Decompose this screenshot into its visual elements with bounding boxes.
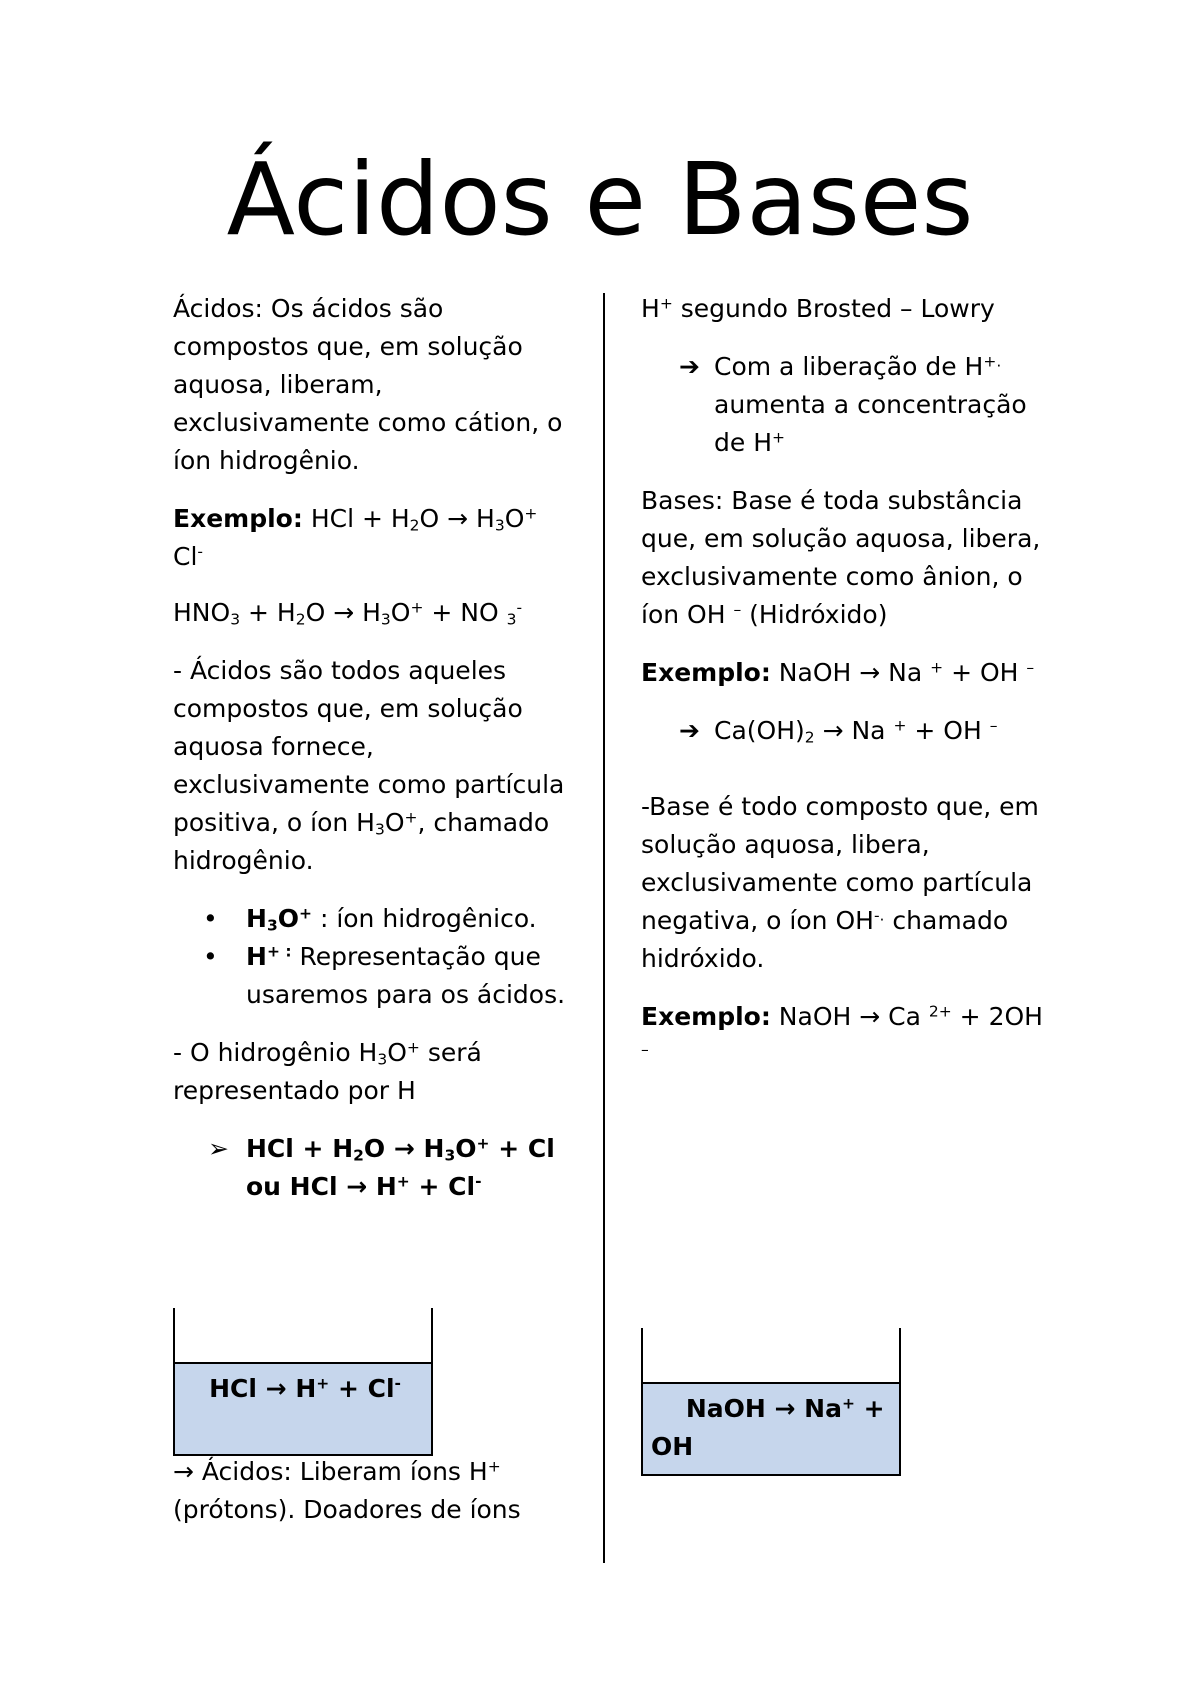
- base-example-1: Exemplo: NaOH → Na + + OH –: [641, 658, 1035, 687]
- acid-definition: Ácidos: Os ácidos são compostos que, em solução aquosa, liberam, exclusivamente como cátion, o íon hidrogênio.: [173, 294, 563, 475]
- beaker-equation: NaOH → Na+ + OH: [651, 1394, 885, 1461]
- beaker-liquid: [643, 1382, 899, 1474]
- acid-definition-2: - Ácidos são todos aqueles compostos que, em solução aquosa fornece, exclusivamente como partícula positiva, o íon $H_3O^+$, chamado hidrogênio.: [173, 656, 565, 875]
- list-item: • H+ : Representação que usaremos para os ácidos.: [173, 938, 573, 1014]
- example-label: Exemplo:: [173, 504, 303, 533]
- base-example-3: Exemplo: NaOH → Ca $^{2+}$ + 2OH –: [641, 1002, 1043, 1059]
- base-example-2: ➔ $Ca(OH)_2 \to Na$ + + OH –: [641, 712, 1051, 750]
- bullet-icon: •: [203, 904, 218, 933]
- base-definition: Bases: Base é toda substância que, em solução aquosa, libera, exclusivamente como ânion, o íon OH – (Hidróxido): [641, 486, 1041, 629]
- right-column: [641, 290, 1051, 1094]
- ion-bullet-list: [173, 900, 573, 1014]
- arrow-right-icon: ➔: [679, 352, 700, 381]
- left-column: [173, 290, 573, 1226]
- acid-beaker: [173, 1308, 433, 1456]
- column-divider: [603, 293, 605, 1563]
- acid-summary: → Ácidos: Liberam íons H+ (prótons). Doadores de íons: [173, 1457, 521, 1524]
- hydrogen-note: - O hidrogênio $H_3O^+$ será representado por H: [173, 1038, 482, 1105]
- beaker-liquid: [175, 1362, 431, 1454]
- base-definition-2: -Base é todo composto que, em solução aquosa, libera, exclusivamente como partícula negativa, o íon OH-. chamado hidróxido.: [641, 792, 1039, 973]
- page-title: Ácidos e Bases: [226, 141, 974, 258]
- bronsted-continuation: H+ segundo Brosted – Lowry: [641, 294, 995, 323]
- bold-equation: ➢ HCl + $H_2O \to H_3O^+ + Cl$ ou HCl → H+ + Cl-: [173, 1130, 573, 1206]
- arrow-right-icon: ➔: [679, 716, 700, 745]
- example-label: Exemplo:: [641, 658, 771, 687]
- bullet-icon: •: [203, 942, 218, 971]
- acid-example-1: Exemplo: HCl + $H_2O \to H_3O^+$ Cl-: [173, 504, 538, 571]
- acid-example-2: $HNO_3 + H_2O \to H_3O^+$ + NO $_3$-: [173, 598, 523, 629]
- example-label: Exemplo:: [641, 1002, 771, 1031]
- arrow-note: ➔ Com a liberação de H+. aumenta a concentração de H+: [641, 348, 1051, 462]
- triangle-bullet-icon: ➢: [208, 1134, 229, 1163]
- list-item: • $H_3O^+$ : íon hidrogênico.: [173, 900, 573, 938]
- beaker-equation: HCl → H+ + Cl-: [209, 1374, 401, 1403]
- base-beaker: [641, 1328, 901, 1476]
